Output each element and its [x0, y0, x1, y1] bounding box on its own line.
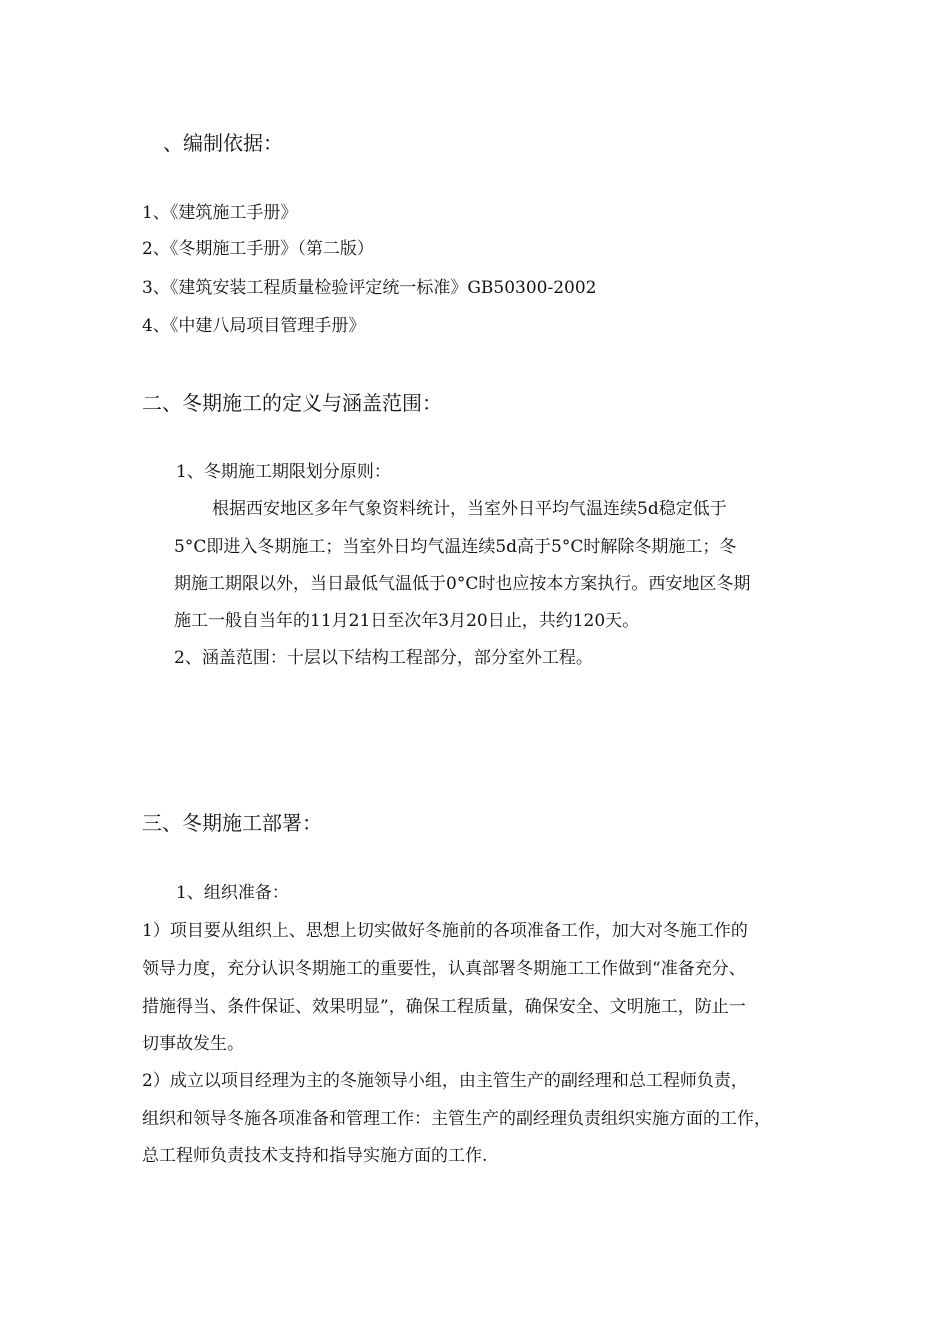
section3-title: 三、冬期施工部署：	[142, 811, 322, 835]
section3-p1-line-4: 切事故发生。	[142, 1034, 244, 1054]
section3-p1-line-3: 措施得当、条件保证、效果明显”，确保工程质量，确保安全、文明施工，防止一	[142, 997, 746, 1017]
section2-title: 二、冬期施工的定义与涵盖范围：	[142, 391, 442, 415]
section2-subheading-1: 1、冬期施工期限划分原则：	[176, 462, 391, 482]
section2-paragraph-line-3: 期施工期限以外，当日最低气温低于0°C时也应按本方案执行。西安地区冬期	[174, 574, 751, 594]
reference-item-4: 4、《中建八局项目管理手册》	[142, 316, 366, 336]
reference-item-2: 2、《冬期施工手册》（第二版）	[142, 239, 374, 259]
reference-item-1: 1、《建筑施工手册》	[142, 203, 298, 223]
section3-p2-line-2: 组织和领导冬施各项准备和管理工作：主管生产的副经理负责组织实施方面的工作，	[142, 1109, 771, 1129]
section3-p2-line-1: 2）成立以项目经理为主的冬施领导小组，由主管生产的副经理和总工程师负责，	[142, 1071, 748, 1091]
section2-paragraph-line-4: 施工一般自当年的11月21日至次年3月20日止，共约120天。	[174, 611, 640, 631]
section3-subheading-1: 1、组织准备：	[176, 883, 289, 903]
section3-p1-line-1: 1）项目要从组织上、思想上切实做好冬施前的各项准备工作，加大对冬施工作的	[142, 921, 748, 941]
section1-title: 、编制依据：	[163, 131, 283, 155]
section2-paragraph-line-1: 根据西安地区多年气象资料统计，当室外日平均气温连续5d稳定低于	[212, 499, 727, 519]
section3-p1-line-2: 领导力度，充分认识冬期施工的重要性，认真部署冬期施工工作做到“准备充分、	[142, 959, 746, 979]
section2-subheading-2: 2、涵盖范围：十层以下结构工程部分，部分室外工程。	[174, 648, 593, 668]
section2-paragraph-line-2: 5°C即进入冬期施工；当室外日均气温连续5d高于5°C时解除冬期施工；冬	[174, 537, 737, 557]
section3-p2-line-3: 总工程师负责技术支持和指导实施方面的工作.	[142, 1146, 488, 1166]
reference-item-3: 3、《建筑安装工程质量检验评定统一标准》GB50300-2002	[142, 278, 597, 298]
